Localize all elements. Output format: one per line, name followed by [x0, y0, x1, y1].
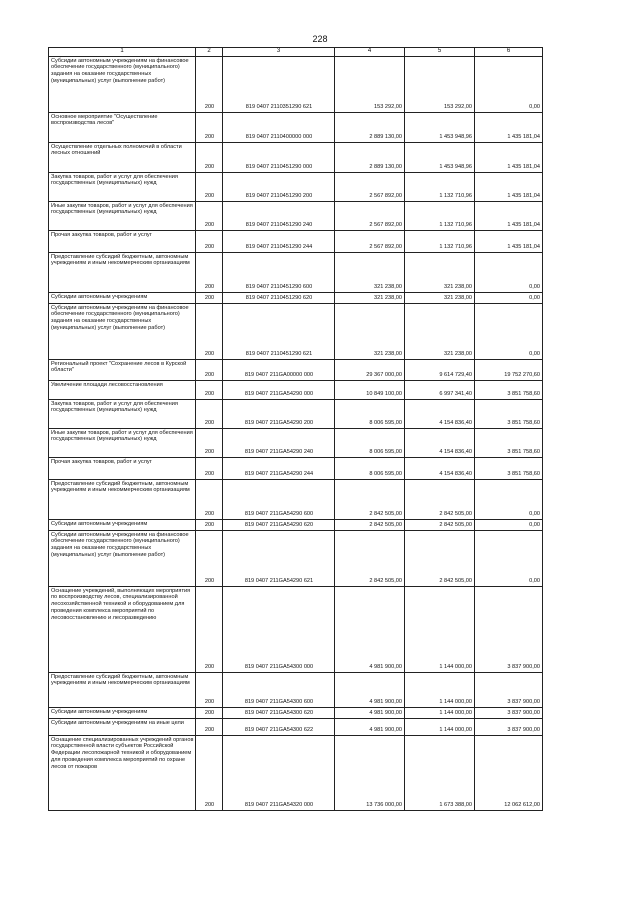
row-code-cell: 200 — [196, 56, 223, 112]
row-code-cell: 200 — [196, 530, 223, 586]
row-value-col4: 8 006 595,00 — [335, 399, 405, 428]
row-name-cell: Субсидии автономным учреждениям на финансовое обеспечение государственного (муниципального) задания на оказание государственных (муниципальных) услуг (выполнение работ) — [49, 530, 196, 586]
table-body — [49, 56, 543, 810]
row-value-col4: 10 849 100,00 — [335, 380, 405, 399]
row-classification-cell: 819 0407 2110451290 000 — [223, 142, 335, 172]
row-value-col6: 1 435 181,04 — [475, 172, 543, 201]
row-name-cell: Субсидии автономным учреждениям на финансовое обеспечение государственного (муниципального) задания на оказание государственных (муниципальных) услуг (выполнение работ) — [49, 56, 196, 112]
row-value-col5: 1 453 948,96 — [405, 112, 475, 142]
row-name-cell: Субсидии автономным учреждениям на иные цели — [49, 718, 196, 735]
row-classification-cell: 819 0407 211GA54300 620 — [223, 707, 335, 718]
row-value-col6: 0,00 — [475, 303, 543, 359]
row-code-cell: 200 — [196, 230, 223, 252]
row-value-col4: 321 238,00 — [335, 303, 405, 359]
column-header: 5 — [405, 48, 475, 57]
table-row — [49, 359, 543, 380]
table-row — [49, 112, 543, 142]
row-value-col4: 2 889 130,00 — [335, 112, 405, 142]
row-classification-cell: 819 0407 211GA54290 620 — [223, 519, 335, 530]
row-value-col5: 1 132 710,96 — [405, 201, 475, 230]
row-value-col4: 8 006 595,00 — [335, 428, 405, 457]
row-classification-cell: 819 0407 2110351290 621 — [223, 56, 335, 112]
row-name-cell: Иные закупки товаров, работ и услуг для обеспечения государственных (муниципальных) нужд — [49, 428, 196, 457]
row-name-cell: Оснащение специализированных учреждений органов государственной власти субъектов Российской Федерации лесопожарной техникой и оборудованием для проведения комплекса мероприятий по охране лесов от пожаров — [49, 735, 196, 810]
row-code-cell: 200 — [196, 380, 223, 399]
row-classification-cell: 819 0407 211GA54300 622 — [223, 718, 335, 735]
column-header: 3 — [223, 48, 335, 57]
table-row — [49, 586, 543, 672]
table-row — [49, 428, 543, 457]
row-code-cell: 200 — [196, 201, 223, 230]
row-classification-cell: 819 0407 211GA54300 600 — [223, 672, 335, 707]
row-name-cell: Закупка товаров, работ и услуг для обеспечения государственных (муниципальных) нужд — [49, 399, 196, 428]
table-row — [49, 718, 543, 735]
row-value-col6: 3 851 758,60 — [475, 380, 543, 399]
row-value-col5: 4 154 836,40 — [405, 428, 475, 457]
table-row — [49, 735, 543, 810]
row-value-col6: 0,00 — [475, 519, 543, 530]
row-classification-cell: 819 0407 211GA54320 000 — [223, 735, 335, 810]
row-value-col4: 4 981 900,00 — [335, 707, 405, 718]
row-value-col6: 3 851 758,60 — [475, 428, 543, 457]
table-row — [49, 201, 543, 230]
row-value-col6: 0,00 — [475, 56, 543, 112]
row-code-cell: 200 — [196, 707, 223, 718]
row-value-col6: 3 837 900,00 — [475, 718, 543, 735]
row-value-col5: 321 238,00 — [405, 303, 475, 359]
row-name-cell: Региональный проект "Сохранение лесов в Курской области" — [49, 359, 196, 380]
table-row — [49, 479, 543, 519]
row-classification-cell: 819 0407 211GA54290 240 — [223, 428, 335, 457]
row-value-col6: 0,00 — [475, 530, 543, 586]
column-header: 4 — [335, 48, 405, 57]
table-row — [49, 230, 543, 252]
row-value-col4: 29 367 000,00 — [335, 359, 405, 380]
row-value-col4: 4 981 900,00 — [335, 672, 405, 707]
row-name-cell: Предоставление субсидий бюджетным, автономным учреждениям и иным некоммерческим организациям — [49, 252, 196, 292]
row-value-col6: 3 837 900,00 — [475, 707, 543, 718]
row-value-col4: 13 736 000,00 — [335, 735, 405, 810]
row-classification-cell: 819 0407 211GA54300 000 — [223, 586, 335, 672]
row-value-col6: 1 435 181,04 — [475, 142, 543, 172]
row-value-col5: 2 842 505,00 — [405, 530, 475, 586]
row-value-col5: 1 453 948,96 — [405, 142, 475, 172]
row-value-col4: 153 292,00 — [335, 56, 405, 112]
row-code-cell: 200 — [196, 672, 223, 707]
row-value-col5: 321 238,00 — [405, 292, 475, 303]
row-code-cell: 200 — [196, 457, 223, 479]
row-code-cell: 200 — [196, 735, 223, 810]
table-row — [49, 672, 543, 707]
row-value-col6: 3 837 900,00 — [475, 672, 543, 707]
row-value-col6: 3 851 758,60 — [475, 457, 543, 479]
row-value-col5: 1 673 388,00 — [405, 735, 475, 810]
budget-table — [48, 47, 543, 811]
row-value-col6: 0,00 — [475, 292, 543, 303]
column-header: 6 — [475, 48, 543, 57]
row-value-col5: 321 238,00 — [405, 252, 475, 292]
row-classification-cell: 819 0407 2110451290 621 — [223, 303, 335, 359]
row-name-cell: Закупка товаров, работ и услуг для обеспечения государственных (муниципальных) нужд — [49, 172, 196, 201]
row-classification-cell: 819 0407 211GA54290 621 — [223, 530, 335, 586]
row-value-col5: 4 154 836,40 — [405, 457, 475, 479]
row-value-col5: 1 132 710,96 — [405, 230, 475, 252]
row-value-col6: 3 837 900,00 — [475, 586, 543, 672]
row-value-col4: 2 567 892,00 — [335, 172, 405, 201]
row-value-col5: 1 132 710,96 — [405, 172, 475, 201]
row-value-col4: 4 981 900,00 — [335, 586, 405, 672]
table-row — [49, 142, 543, 172]
row-value-col4: 2 567 892,00 — [335, 201, 405, 230]
row-classification-cell: 819 0407 2110451290 240 — [223, 201, 335, 230]
row-value-col5: 2 842 505,00 — [405, 479, 475, 519]
row-code-cell: 200 — [196, 172, 223, 201]
row-code-cell: 200 — [196, 519, 223, 530]
row-name-cell: Предоставление субсидий бюджетным, автономным учреждениям и иным некоммерческим организациям — [49, 672, 196, 707]
row-code-cell: 200 — [196, 399, 223, 428]
row-classification-cell: 819 0407 2110451290 200 — [223, 172, 335, 201]
table-row — [49, 707, 543, 718]
row-name-cell: Субсидии автономным учреждениям на финансовое обеспечение государственного (муниципального) задания на оказание государственных (муниципальных) услуг (выполнение работ) — [49, 303, 196, 359]
page-number: 228 — [312, 34, 328, 44]
row-classification-cell: 819 0407 211GA54290 200 — [223, 399, 335, 428]
table-row — [49, 292, 543, 303]
row-value-col4: 2 842 505,00 — [335, 479, 405, 519]
row-classification-cell: 819 0407 2110400000 000 — [223, 112, 335, 142]
row-value-col4: 2 567 892,00 — [335, 230, 405, 252]
row-code-cell: 200 — [196, 586, 223, 672]
row-name-cell: Субсидии автономным учреждениям — [49, 519, 196, 530]
row-code-cell: 200 — [196, 303, 223, 359]
row-value-col4: 4 981 900,00 — [335, 718, 405, 735]
row-name-cell: Субсидии автономным учреждениям — [49, 292, 196, 303]
row-value-col5: 1 144 000,00 — [405, 672, 475, 707]
row-name-cell: Прочая закупка товаров, работ и услуг — [49, 230, 196, 252]
row-name-cell: Осуществление отдельных полномочий в области лесных отношений — [49, 142, 196, 172]
row-name-cell: Прочая закупка товаров, работ и услуг — [49, 457, 196, 479]
row-code-cell: 200 — [196, 112, 223, 142]
row-value-col6: 19 752 270,60 — [475, 359, 543, 380]
row-code-cell: 200 — [196, 359, 223, 380]
row-value-col5: 6 997 341,40 — [405, 380, 475, 399]
row-name-cell: Предоставление субсидий бюджетным, автономным учреждениям и иным некоммерческим организациям — [49, 479, 196, 519]
row-code-cell: 200 — [196, 252, 223, 292]
row-classification-cell: 819 0407 211GA54290 244 — [223, 457, 335, 479]
table-row — [49, 399, 543, 428]
row-name-cell: Иные закупки товаров, работ и услуг для обеспечения государственных (муниципальных) нужд — [49, 201, 196, 230]
row-code-cell: 200 — [196, 142, 223, 172]
row-name-cell: Оснащение учреждений, выполняющих мероприятия по воспроизводству лесов, специализированной лесохозяйственной техникой и оборудованием для проведения комплекса мероприятий по лесовосстановлению и лесоразведению — [49, 586, 196, 672]
row-classification-cell: 819 0407 2110451290 244 — [223, 230, 335, 252]
column-header: 1 — [49, 48, 196, 57]
row-value-col4: 321 238,00 — [335, 252, 405, 292]
row-value-col5: 1 144 000,00 — [405, 707, 475, 718]
row-code-cell: 200 — [196, 428, 223, 457]
table-row — [49, 252, 543, 292]
row-value-col4: 2 842 505,00 — [335, 519, 405, 530]
row-classification-cell: 819 0407 2110451290 620 — [223, 292, 335, 303]
row-value-col4: 321 238,00 — [335, 292, 405, 303]
row-value-col4: 2 842 505,00 — [335, 530, 405, 586]
row-classification-cell: 819 0407 211GA54290 600 — [223, 479, 335, 519]
table-row — [49, 530, 543, 586]
row-name-cell: Субсидии автономным учреждениям — [49, 707, 196, 718]
table-row — [49, 519, 543, 530]
row-value-col5: 4 154 836,40 — [405, 399, 475, 428]
table-row — [49, 172, 543, 201]
row-value-col6: 0,00 — [475, 252, 543, 292]
table-row — [49, 457, 543, 479]
row-value-col6: 3 851 758,60 — [475, 399, 543, 428]
row-classification-cell: 819 0407 211GA54290 000 — [223, 380, 335, 399]
row-value-col6: 1 435 181,04 — [475, 201, 543, 230]
row-name-cell: Основное мероприятие "Осуществление воспроизводства лесов" — [49, 112, 196, 142]
row-name-cell: Увеличение площади лесовосстановления — [49, 380, 196, 399]
row-value-col6: 12 062 612,00 — [475, 735, 543, 810]
table-row — [49, 303, 543, 359]
table-row — [49, 380, 543, 399]
row-value-col5: 1 144 000,00 — [405, 586, 475, 672]
row-value-col4: 8 006 595,00 — [335, 457, 405, 479]
row-value-col5: 9 614 729,40 — [405, 359, 475, 380]
row-code-cell: 200 — [196, 479, 223, 519]
row-code-cell: 200 — [196, 292, 223, 303]
row-value-col6: 0,00 — [475, 479, 543, 519]
row-value-col6: 1 435 181,04 — [475, 112, 543, 142]
row-classification-cell: 819 0407 211GA00000 000 — [223, 359, 335, 380]
row-code-cell: 200 — [196, 718, 223, 735]
row-classification-cell: 819 0407 2110451290 600 — [223, 252, 335, 292]
column-header: 2 — [196, 48, 223, 57]
row-value-col5: 2 842 505,00 — [405, 519, 475, 530]
row-value-col5: 153 292,00 — [405, 56, 475, 112]
table-row — [49, 56, 543, 112]
row-value-col4: 2 889 130,00 — [335, 142, 405, 172]
row-value-col5: 1 144 000,00 — [405, 718, 475, 735]
row-value-col6: 1 435 181,04 — [475, 230, 543, 252]
table-header-row — [49, 48, 543, 57]
